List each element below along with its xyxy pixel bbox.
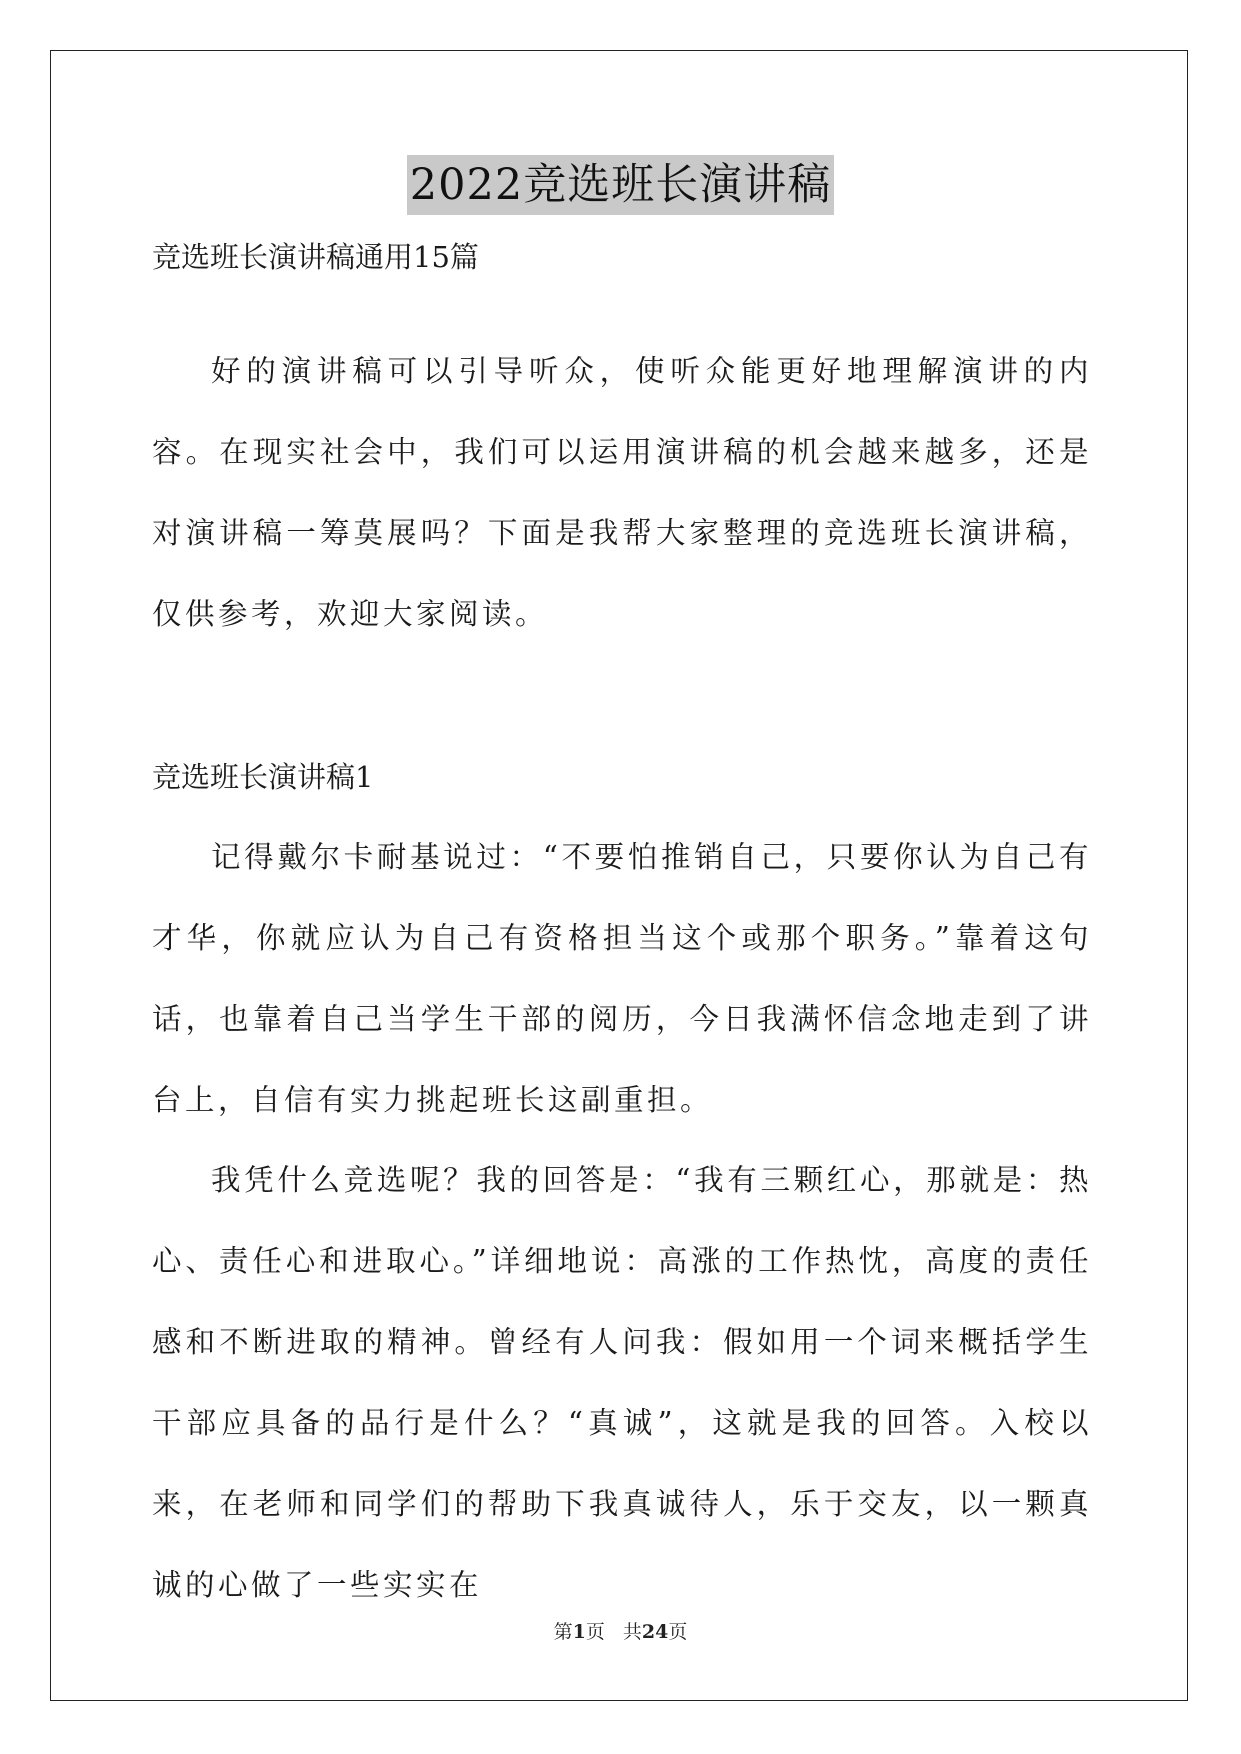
page-footer — [0, 1618, 1241, 1646]
page-number: 1 — [572, 1621, 586, 1643]
total-pages: 24 — [641, 1621, 669, 1643]
title-container — [0, 155, 1241, 215]
body-paragraph-2: 我凭什么竞选呢？我的回答是：“我有三颗红心，那就是：热心、责任心和进取心。”详细地说：高涨的工作热忱，高度的责任感和不断进取的精神。曾经有人问我：假如用一个词来概括学生干部应具备的品行是什么？“真诚”，这就是我的回答。入校以来，在老师和同学们的帮助下我真诚待人，乐于交友，以一颗真诚的心做了一些实实在 — [152, 1163, 1092, 1602]
page-suffix: 页 — [585, 1621, 605, 1643]
intro-paragraph: 好的演讲稿可以引导听众，使听众能更好地理解演讲的内容。在现实社会中，我们可以运用演讲稿的机会越来越多，还是对演讲稿一筹莫展吗？下面是我帮大家整理的竞选班长演讲稿，仅供参考，欢迎大家阅读。 — [152, 354, 1092, 631]
page-prefix: 第 — [553, 1621, 573, 1643]
total-prefix: 共 — [622, 1621, 642, 1643]
document-title: 2022竞选班长演讲稿 — [407, 155, 834, 215]
document-subtitle: 竞选班长演讲稿通用15篇 — [152, 240, 479, 274]
section-heading: 竞选班长演讲稿1 — [152, 760, 374, 794]
total-suffix: 页 — [668, 1621, 688, 1643]
body-paragraph-1: 记得戴尔卡耐基说过：“不要怕推销自己，只要你认为自己有才华，你就应认为自己有资格担当这个或那个职务。”靠着这句话，也靠着自己当学生干部的阅历，今日我满怀信念地走到了讲台上，自信有实力挑起班长这副重担。 — [152, 840, 1092, 1117]
